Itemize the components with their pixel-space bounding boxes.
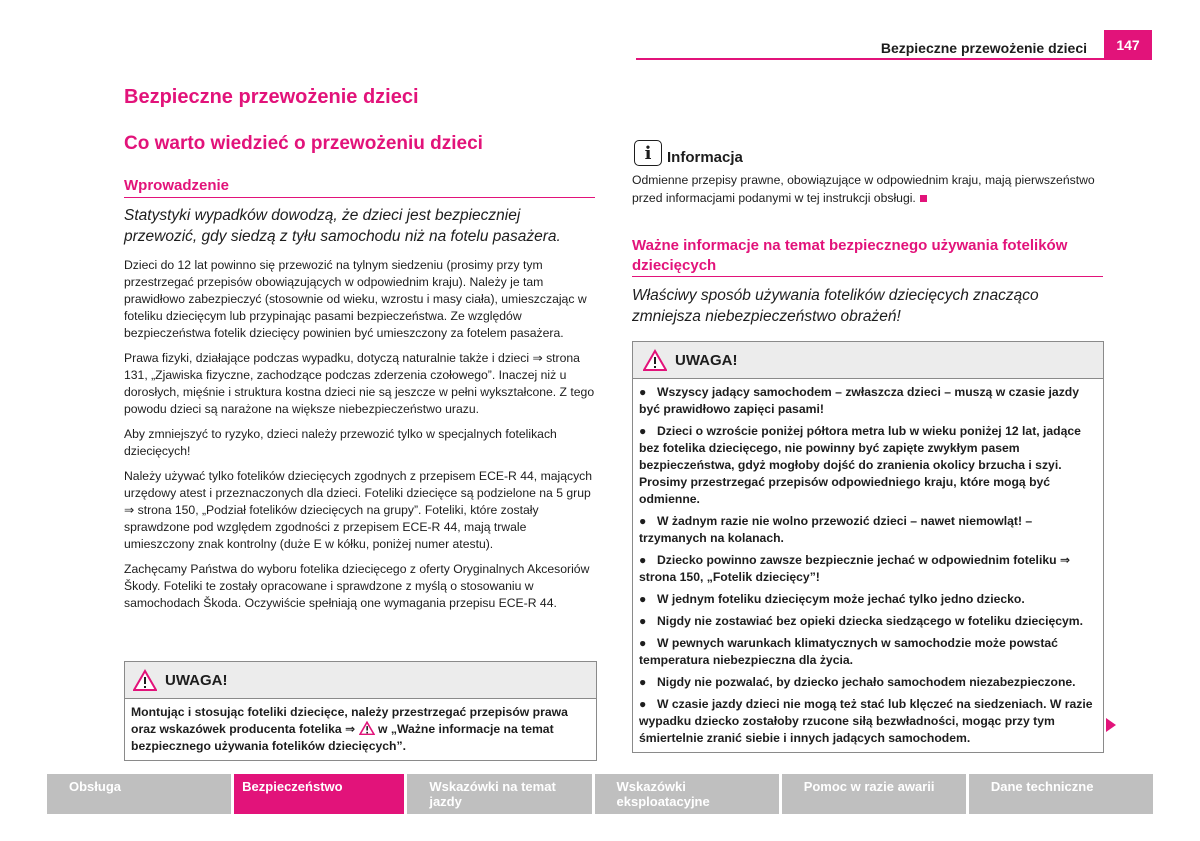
section-title: Co warto wiedzieć o przewożeniu dzieci xyxy=(124,133,483,154)
paragraph: Aby zmniejszyć to ryzyko, dzieci należy przewozić tylko w specjalnych fotelikach dziecięcych! xyxy=(124,427,557,458)
warning-triangle-icon xyxy=(643,349,667,371)
tab-obsluga[interactable]: Obsługa xyxy=(47,774,231,814)
paragraph: Dzieci do 12 lat powinno się przewozić na tylnym siedzeniu (prosimy przy tym przestrzegać przepisów obowiązujących w odpowiednim kraju). Należy je tam prawidłowo zabezpieczyć (stosownie od wieku, wzrostu i masy ciała), umieszczając w foteliku dziecięcym lub przypinając pasami bezpieczeństwa. Ze względów bezpieczeństwa fotelik dziecięcy powinien być umieszczony za fotelem pasażera. xyxy=(124,258,587,340)
tab-dane-techniczne[interactable]: Dane techniczne xyxy=(969,774,1153,814)
lead-text: Właściwy sposób używania fotelików dziecięcych znacząco zmniejsza niebezpieczeństwo obrażeń! xyxy=(632,287,1039,325)
warning-header xyxy=(125,662,596,699)
end-marker-icon xyxy=(920,195,927,202)
info-title: Informacja xyxy=(667,149,743,166)
tab-bezpieczenstwo[interactable]: Bezpieczeństwo xyxy=(234,774,404,814)
tab-wskazowki-jazdy[interactable]: Wskazówki na temat jazdy xyxy=(407,774,591,814)
warning-header xyxy=(633,342,1103,379)
warning-bullet: ● W czasie jazdy dzieci nie mogą też stać lub klęczeć na siedzeniach. W razie wypadku dziecko zostałoby rzucone siłą bezwładności, mogąc przy tym śmiertelnie zranić siebie i innych jadących samochodem. xyxy=(639,697,1093,745)
chapter-title: Bezpieczne przewożenie dzieci xyxy=(124,86,419,108)
running-header-title: Bezpieczne przewożenie dzieci xyxy=(880,40,1087,56)
subsection-rule xyxy=(632,276,1103,277)
tab-wskazowki-eksploatacyjne[interactable]: Wskazówki eksploatacyjne xyxy=(595,774,779,814)
body-text xyxy=(124,257,596,620)
warning-box-left xyxy=(124,661,597,761)
paragraph: Prawa fizyki, działające podczas wypadku, dotyczą naturalnie także i dzieci ⇒ strona 131, „Zjawiska fizyczne, zachodzące podczas zderzenia czołowego”. Inaczej niż u dorosłych, mięśnie i struktura kostna dzieci nie są jeszcze w pełni wykształcone. Z tego powodu dzieci są narażone na większe niebezpieczeństwo urazu. xyxy=(124,351,595,416)
warning-label: UWAGA! xyxy=(165,671,228,689)
chapter-tabs xyxy=(47,774,1153,814)
header-rule xyxy=(636,58,1152,60)
warning-bullet: ● W pewnych warunkach klimatycznych w samochodzie może powstać temperatura niebezpieczna dla życia. xyxy=(639,636,1058,667)
info-body: Odmienne przepisy prawne, obowiązujące w odpowiednim kraju, mają pierwszeństwo przed informacjami podanymi w tej instrukcji obsługi. xyxy=(632,173,1095,205)
subsection-title: Ważne informacje na temat bezpiecznego używania fotelików dziecięcych xyxy=(632,237,1068,274)
lead-text: Statystyki wypadków dowodzą, że dzieci jest bezpieczniej przewozić, gdy siedzą z tyłu samochodu niż na fotelu pasażera. xyxy=(124,207,561,245)
warning-bullet: ● W żadnym razie nie wolno przewozić dzieci – nawet niemowląt! – trzymanych na kolanach. xyxy=(639,514,1033,545)
warning-bullet: ● Nigdy nie zostawiać bez opieki dziecka siedzącego w foteliku dziecięcym. xyxy=(639,614,1084,628)
warning-box-right xyxy=(632,341,1104,753)
warning-triangle-icon xyxy=(359,721,375,735)
subsection-title: Wprowadzenie xyxy=(124,177,230,194)
info-text xyxy=(632,171,1102,207)
warning-bullet: ● Nigdy nie pozwalać, by dziecko jechało samochodem niezabezpieczone. xyxy=(639,675,1076,689)
info-icon: i xyxy=(634,140,662,166)
warning-text: Montując i stosując foteliki dziecięce, należy przestrzegać przepisów prawa oraz wskazówek producenta fotelika ⇒ xyxy=(131,705,568,736)
warning-bullet: ● Dzieci o wzroście poniżej półtora metra lub w wieku poniżej 12 lat, jadące bez fotelika dziecięcego, nie powinny być zapięte zwykłym pasem bezpieczeństwa, gdyż mogłoby dojść do zranienia okolicy brzucha i szyi. Prosimy przestrzegać przepisów odpowiedniego kraju, które mogą być odmienne. xyxy=(639,424,1081,506)
warning-label: UWAGA! xyxy=(675,351,738,369)
subsection-rule xyxy=(124,197,595,198)
warning-bullet: ● Dziecko powinno zawsze bezpiecznie jechać w odpowiednim foteliku ⇒ strona 150, „Fotelik dziecięcy”! xyxy=(639,553,1071,584)
warning-bullet: ● W jednym foteliku dziecięcym może jechać tylko jedno dziecko. xyxy=(639,592,1025,606)
warning-text: w „Ważne informacje na temat bezpiecznego używania fotelików dziecięcych”. xyxy=(131,722,554,753)
page-number: 147 xyxy=(1104,30,1152,59)
warning-body xyxy=(633,379,1103,752)
warning-body xyxy=(125,699,596,760)
warning-bullet: ● Wszyscy jadący samochodem – zwłaszcza dzieci – muszą w czasie jazdy być prawidłowo zapięci pasami! xyxy=(639,385,1080,416)
continue-arrow-icon[interactable] xyxy=(1106,718,1116,732)
paragraph: Należy używać tylko fotelików dziecięcych zgodnych z przepisem ECE-R 44, mających urzędowy atest i przeznaczonych dla dzieci. Foteliki dziecięce są podzielone na 5 grup ⇒ strona 150, „Podział fotelików dziecięcych na grupy”. Foteliki, które zostały sprawdzone pod względem zgodności z przepisem ECE-R 44, mają trwale umieszczony znak kontrolny (duże E w kółku, poniżej numer atestu). xyxy=(124,469,593,551)
warning-triangle-icon xyxy=(133,669,157,691)
tab-pomoc-awarii[interactable]: Pomoc w razie awarii xyxy=(782,774,966,814)
paragraph: Zachęcamy Państwa do wyboru fotelika dziecięcego z oferty Oryginalnych Akcesoriów Škody. Foteliki te zostały opracowane i sprawdzone z myślą o stosowaniu w samochodach Škoda. Oczywiście spełniają one wymagania przepisu ECE-R 44. xyxy=(124,562,590,610)
